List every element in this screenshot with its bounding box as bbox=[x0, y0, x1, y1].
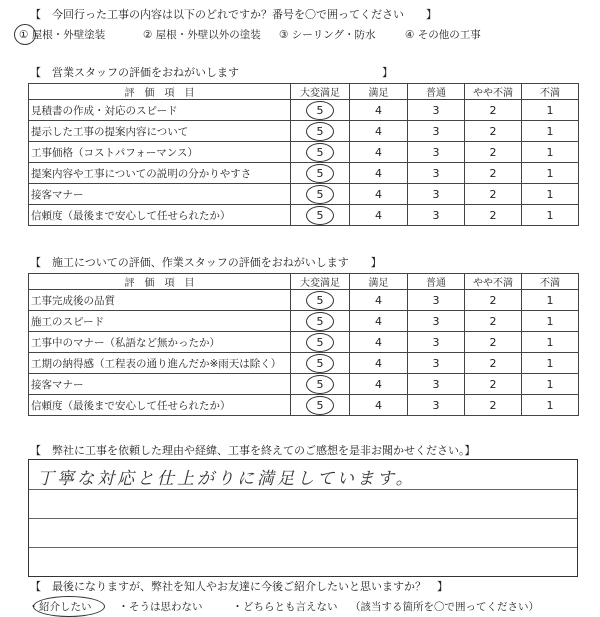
rating-item: 信頼度（最後まで安心して任せられたか） bbox=[29, 395, 291, 416]
q1-option-3[interactable] bbox=[279, 28, 376, 42]
option-number: ④ bbox=[405, 29, 415, 41]
comment-line bbox=[29, 518, 577, 519]
table-row bbox=[29, 332, 579, 353]
rating-item: 提示した工事の提案内容について bbox=[29, 121, 291, 142]
table-row bbox=[29, 100, 579, 121]
q4-question: 【 弊社に工事を依頼した理由や経緯、工事を終えてのご感想を是非お聞かせください。】 bbox=[30, 444, 476, 457]
circled-score[interactable]: 5 bbox=[306, 185, 334, 204]
circled-score[interactable]: 5 bbox=[306, 122, 334, 141]
score-2[interactable]: 2 bbox=[465, 290, 522, 311]
table-row bbox=[29, 184, 579, 205]
score-4[interactable]: 4 bbox=[350, 184, 408, 205]
option-label: その他の工事 bbox=[417, 29, 481, 41]
option-label: 屋根・外壁以外の塗装 bbox=[155, 29, 261, 41]
circled-score[interactable]: 5 bbox=[306, 206, 334, 225]
score-3[interactable]: 3 bbox=[408, 332, 465, 353]
score-4[interactable]: 4 bbox=[350, 290, 408, 311]
sales-rating-table bbox=[28, 83, 579, 226]
score-2[interactable]: 2 bbox=[465, 184, 522, 205]
header-satisfied: 満足 bbox=[350, 274, 408, 290]
score-1[interactable]: 1 bbox=[522, 121, 579, 142]
option-number: ① bbox=[19, 29, 29, 41]
score-4[interactable]: 4 bbox=[350, 121, 408, 142]
score-2[interactable]: 2 bbox=[465, 163, 522, 184]
score-3[interactable]: 3 bbox=[408, 374, 465, 395]
score-4[interactable]: 4 bbox=[350, 353, 408, 374]
table-header-row bbox=[29, 84, 579, 100]
score-1[interactable]: 1 bbox=[522, 100, 579, 121]
score-3[interactable]: 3 bbox=[408, 290, 465, 311]
rating-item: 工期の納得感（工程表の通り進んだか※雨天は除く） bbox=[29, 353, 291, 374]
q3-question: 【 施工についての評価、作業スタッフの評価をおねがいします 】 bbox=[30, 256, 382, 269]
option-label: 紹介したい bbox=[39, 601, 92, 613]
circled-score[interactable]: 5 bbox=[306, 143, 334, 162]
rating-item: 施工のスピード bbox=[29, 311, 291, 332]
q1-question: 【 今回行った工事の内容は以下のどれですか？番号を〇で囲ってください 】 bbox=[30, 8, 437, 21]
score-1[interactable]: 1 bbox=[522, 353, 579, 374]
table-header-row bbox=[29, 274, 579, 290]
q1-option-2[interactable] bbox=[143, 28, 261, 42]
score-3[interactable]: 3 bbox=[408, 395, 465, 416]
handwritten-comment: 丁寧な対応と仕上がりに満足しています。 bbox=[37, 469, 416, 489]
score-1[interactable]: 1 bbox=[522, 163, 579, 184]
q5-question: 【 最後になりますが、弊社を知人やお友達に今後ご紹介したいと思いますか？ 】 bbox=[30, 580, 448, 593]
circled-score[interactable]: 5 bbox=[306, 375, 334, 394]
header-somewhat-dissatisfied: やや不満 bbox=[465, 274, 522, 290]
score-2[interactable]: 2 bbox=[465, 100, 522, 121]
q5-note: （該当する箇所を〇で囲ってください） bbox=[350, 601, 539, 613]
rating-item: 提案内容や工事についての説明の分かりやすさ bbox=[29, 163, 291, 184]
score-2[interactable]: 2 bbox=[465, 142, 522, 163]
score-4[interactable]: 4 bbox=[350, 205, 408, 226]
table-row bbox=[29, 163, 579, 184]
score-2[interactable]: 2 bbox=[465, 121, 522, 142]
circled-score[interactable]: 5 bbox=[306, 164, 334, 183]
header-dissatisfied: 不満 bbox=[522, 84, 579, 100]
header-neutral: 普通 bbox=[408, 274, 465, 290]
score-3[interactable]: 3 bbox=[408, 184, 465, 205]
header-dissatisfied: 不満 bbox=[522, 274, 579, 290]
score-4[interactable]: 4 bbox=[350, 163, 408, 184]
score-2[interactable]: 2 bbox=[465, 374, 522, 395]
score-1[interactable]: 1 bbox=[522, 374, 579, 395]
score-3[interactable]: 3 bbox=[408, 121, 465, 142]
circled-score[interactable]: 5 bbox=[306, 312, 334, 331]
table-row bbox=[29, 395, 579, 416]
rating-item: 信頼度（最後まで安心して任せられたか） bbox=[29, 205, 291, 226]
score-4[interactable]: 4 bbox=[350, 100, 408, 121]
option-label: そうは思わない bbox=[129, 601, 203, 613]
q2-question: 【 営業スタッフの評価をおねがいします 】 bbox=[30, 66, 393, 79]
score-1[interactable]: 1 bbox=[522, 395, 579, 416]
rating-item: 工事価格（コストパフォーマンス） bbox=[29, 142, 291, 163]
q1-option-1[interactable] bbox=[19, 28, 105, 42]
rating-item: 見積書の作成・対応のスピード bbox=[29, 100, 291, 121]
score-1[interactable]: 1 bbox=[522, 290, 579, 311]
circled-score[interactable]: 5 bbox=[306, 101, 334, 120]
rating-item: 接客マナー bbox=[29, 184, 291, 205]
score-3[interactable]: 3 bbox=[408, 142, 465, 163]
score-1[interactable]: 1 bbox=[522, 311, 579, 332]
score-4[interactable]: 4 bbox=[350, 374, 408, 395]
score-4[interactable]: 4 bbox=[350, 142, 408, 163]
table-row bbox=[29, 142, 579, 163]
rating-item: 接客マナー bbox=[29, 374, 291, 395]
score-4[interactable]: 4 bbox=[350, 332, 408, 353]
score-1[interactable]: 1 bbox=[522, 205, 579, 226]
header-very-satisfied: 大変満足 bbox=[291, 84, 350, 100]
circled-score[interactable]: 5 bbox=[306, 333, 334, 352]
comment-line bbox=[29, 547, 577, 548]
comment-box[interactable] bbox=[28, 459, 578, 577]
option-number: ③ bbox=[279, 29, 289, 41]
score-3[interactable]: 3 bbox=[408, 311, 465, 332]
rating-item: 工事完成後の品質 bbox=[29, 290, 291, 311]
score-2[interactable]: 2 bbox=[465, 395, 522, 416]
table-row bbox=[29, 353, 579, 374]
score-3[interactable]: 3 bbox=[408, 100, 465, 121]
score-2[interactable]: 2 bbox=[465, 205, 522, 226]
header-neutral: 普通 bbox=[408, 84, 465, 100]
q5-option-3[interactable]: ・どちらとも言えない bbox=[232, 600, 338, 613]
header-somewhat-dissatisfied: やや不満 bbox=[465, 84, 522, 100]
circled-score[interactable]: 5 bbox=[306, 354, 334, 373]
table-row bbox=[29, 290, 579, 311]
table-row bbox=[29, 311, 579, 332]
option-label: シーリング・防水 bbox=[291, 29, 376, 41]
score-1[interactable]: 1 bbox=[522, 184, 579, 205]
header-item: 評 価 項 目 bbox=[29, 274, 291, 290]
rating-item: 工事中のマナー（私語など無かったか） bbox=[29, 332, 291, 353]
option-label: どちらとも言えない bbox=[243, 601, 338, 613]
table-row bbox=[29, 374, 579, 395]
score-1[interactable]: 1 bbox=[522, 332, 579, 353]
comment-line bbox=[29, 489, 577, 490]
circled-score[interactable]: 5 bbox=[306, 291, 334, 310]
score-1[interactable]: 1 bbox=[522, 142, 579, 163]
header-satisfied: 満足 bbox=[350, 84, 408, 100]
score-3[interactable]: 3 bbox=[408, 205, 465, 226]
table-row bbox=[29, 121, 579, 142]
score-3[interactable]: 3 bbox=[408, 353, 465, 374]
score-2[interactable]: 2 bbox=[465, 332, 522, 353]
header-very-satisfied: 大変満足 bbox=[291, 274, 350, 290]
option-number: ② bbox=[143, 29, 153, 41]
score-2[interactable]: 2 bbox=[465, 353, 522, 374]
circled-score[interactable]: 5 bbox=[306, 396, 334, 415]
table-row bbox=[29, 205, 579, 226]
option-label: 屋根・外壁塗装 bbox=[31, 29, 106, 41]
construction-rating-table bbox=[28, 273, 579, 416]
q5-option-2[interactable]: ・そうは思わない bbox=[118, 600, 203, 613]
q5-option-1[interactable]: ・紹介したい bbox=[28, 600, 92, 613]
score-4[interactable]: 4 bbox=[350, 395, 408, 416]
score-3[interactable]: 3 bbox=[408, 163, 465, 184]
score-4[interactable]: 4 bbox=[350, 311, 408, 332]
header-item: 評 価 項 目 bbox=[29, 84, 291, 100]
score-2[interactable]: 2 bbox=[465, 311, 522, 332]
q1-option-4[interactable] bbox=[405, 28, 481, 42]
